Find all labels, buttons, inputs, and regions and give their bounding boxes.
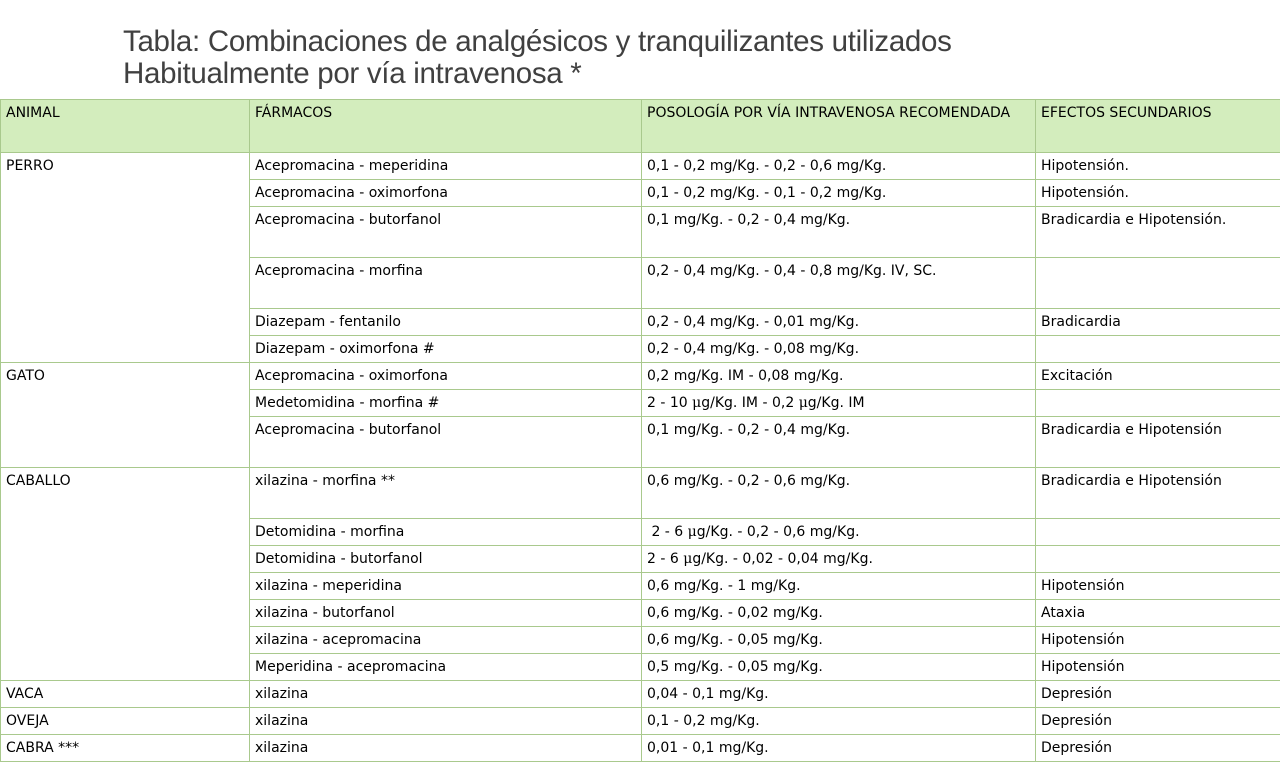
table-header-row: [1, 100, 1280, 153]
animal-cell-gato: GATO: [1, 363, 250, 468]
posologia-cell: 0,04 - 0,1 mg/Kg.: [642, 681, 1036, 708]
title-line-1: Tabla: Combinaciones de analgésicos y tranquilizantes utilizados: [123, 26, 1243, 58]
posologia-part: 2 - 10: [647, 395, 692, 411]
header-posologia: POSOLOGÍA POR VÍA INTRAVENOSA RECOMENDADA: [642, 100, 1036, 153]
table-row: [1, 468, 1280, 519]
posologia-part: g/Kg. - 0,02 - 0,04 mg/Kg.: [692, 551, 873, 567]
animal-cell-vaca: VACA: [1, 681, 250, 708]
posologia-cell: [642, 390, 1036, 417]
efecto-cell: [1036, 390, 1280, 417]
farmaco-cell: Diazepam - oximorfona #: [250, 336, 642, 363]
farmaco-cell: Diazepam - fentanilo: [250, 309, 642, 336]
posologia-cell: [642, 546, 1036, 573]
farmaco-cell: xilazina - acepromacina: [250, 627, 642, 654]
posologia-cell: 0,1 mg/Kg. - 0,2 - 0,4 mg/Kg.: [642, 207, 1036, 258]
posologia-part: g/Kg. IM: [808, 395, 865, 411]
efecto-cell: Depresión: [1036, 708, 1280, 735]
animal-cell-perro: PERRO: [1, 153, 250, 363]
posologia-cell: 0,1 - 0,2 mg/Kg. - 0,2 - 0,6 mg/Kg.: [642, 153, 1036, 180]
posologia-part: 2 - 6: [647, 551, 683, 567]
efecto-cell: Depresión: [1036, 735, 1280, 762]
efecto-cell: [1036, 336, 1280, 363]
posologia-cell: 0,2 - 0,4 mg/Kg. - 0,08 mg/Kg.: [642, 336, 1036, 363]
page-title: [123, 26, 1243, 90]
posologia-part: 2 - 6: [647, 524, 688, 540]
farmaco-cell: Acepromacina - morfina: [250, 258, 642, 309]
farmaco-cell: xilazina: [250, 681, 642, 708]
farmaco-cell: xilazina - morfina **: [250, 468, 642, 519]
efecto-cell: Bradicardia e Hipotensión: [1036, 468, 1280, 519]
posologia-cell: 0,6 mg/Kg. - 0,02 mg/Kg.: [642, 600, 1036, 627]
farmaco-cell: xilazina: [250, 735, 642, 762]
mu-symbol: μ: [683, 551, 692, 567]
efecto-cell: Hipotensión.: [1036, 180, 1280, 207]
farmaco-cell: xilazina - meperidina: [250, 573, 642, 600]
mu-symbol: μ: [799, 395, 808, 411]
efecto-cell: Bradicardia e Hipotensión: [1036, 417, 1280, 468]
farmaco-cell: Medetomidina - morfina #: [250, 390, 642, 417]
efecto-cell: Depresión: [1036, 681, 1280, 708]
farmaco-cell: Acepromacina - butorfanol: [250, 417, 642, 468]
farmaco-cell: Acepromacina - oximorfona: [250, 180, 642, 207]
efecto-cell: Hipotensión: [1036, 573, 1280, 600]
table-row: [1, 153, 1280, 180]
efecto-cell: Excitación: [1036, 363, 1280, 390]
efecto-cell: [1036, 258, 1280, 309]
efecto-cell: Ataxia: [1036, 600, 1280, 627]
posologia-part: g/Kg. IM - 0,2: [701, 395, 798, 411]
farmaco-cell: Meperidina - acepromacina: [250, 654, 642, 681]
header-efectos: EFECTOS SECUNDARIOS: [1036, 100, 1280, 153]
efecto-cell: Hipotensión.: [1036, 153, 1280, 180]
efecto-cell: Bradicardia e Hipotensión.: [1036, 207, 1280, 258]
header-animal: ANIMAL: [1, 100, 250, 153]
posologia-cell: 0,1 - 0,2 mg/Kg.: [642, 708, 1036, 735]
posologia-cell: 0,2 - 0,4 mg/Kg. - 0,01 mg/Kg.: [642, 309, 1036, 336]
title-line-2: Habitualmente por vía intravenosa *: [123, 58, 1243, 90]
farmaco-cell: Acepromacina - oximorfona: [250, 363, 642, 390]
posologia-cell: 0,2 mg/Kg. IM - 0,08 mg/Kg.: [642, 363, 1036, 390]
posologia-cell: 0,01 - 0,1 mg/Kg.: [642, 735, 1036, 762]
table-row: [1, 363, 1280, 390]
efecto-cell: Hipotensión: [1036, 627, 1280, 654]
posologia-cell: [642, 519, 1036, 546]
posologia-cell: 0,6 mg/Kg. - 0,05 mg/Kg.: [642, 627, 1036, 654]
farmaco-cell: Acepromacina - meperidina: [250, 153, 642, 180]
animal-cell-cabra: CABRA ***: [1, 735, 250, 762]
animal-cell-caballo: CABALLO: [1, 468, 250, 681]
farmaco-cell: Detomidina - butorfanol: [250, 546, 642, 573]
mu-symbol: μ: [688, 524, 697, 540]
posologia-part: g/Kg. - 0,2 - 0,6 mg/Kg.: [697, 524, 860, 540]
farmaco-cell: Acepromacina - butorfanol: [250, 207, 642, 258]
efecto-cell: [1036, 546, 1280, 573]
farmaco-cell: xilazina: [250, 708, 642, 735]
table-row: [1, 735, 1280, 762]
animal-cell-oveja: OVEJA: [1, 708, 250, 735]
efecto-cell: [1036, 519, 1280, 546]
posologia-cell: 0,1 mg/Kg. - 0,2 - 0,4 mg/Kg.: [642, 417, 1036, 468]
drug-combinations-table: [0, 99, 1280, 762]
table-row: [1, 708, 1280, 735]
header-farmacos: FÁRMACOS: [250, 100, 642, 153]
farmaco-cell: Detomidina - morfina: [250, 519, 642, 546]
table-row: [1, 681, 1280, 708]
posologia-cell: 0,5 mg/Kg. - 0,05 mg/Kg.: [642, 654, 1036, 681]
farmaco-cell: xilazina - butorfanol: [250, 600, 642, 627]
efecto-cell: Hipotensión: [1036, 654, 1280, 681]
posologia-cell: 0,2 - 0,4 mg/Kg. - 0,4 - 0,8 mg/Kg. IV, SC.: [642, 258, 1036, 309]
efecto-cell: Bradicardia: [1036, 309, 1280, 336]
posologia-cell: 0,1 - 0,2 mg/Kg. - 0,1 - 0,2 mg/Kg.: [642, 180, 1036, 207]
mu-symbol: μ: [692, 395, 701, 411]
posologia-cell: 0,6 mg/Kg. - 1 mg/Kg.: [642, 573, 1036, 600]
posologia-cell: 0,6 mg/Kg. - 0,2 - 0,6 mg/Kg.: [642, 468, 1036, 519]
